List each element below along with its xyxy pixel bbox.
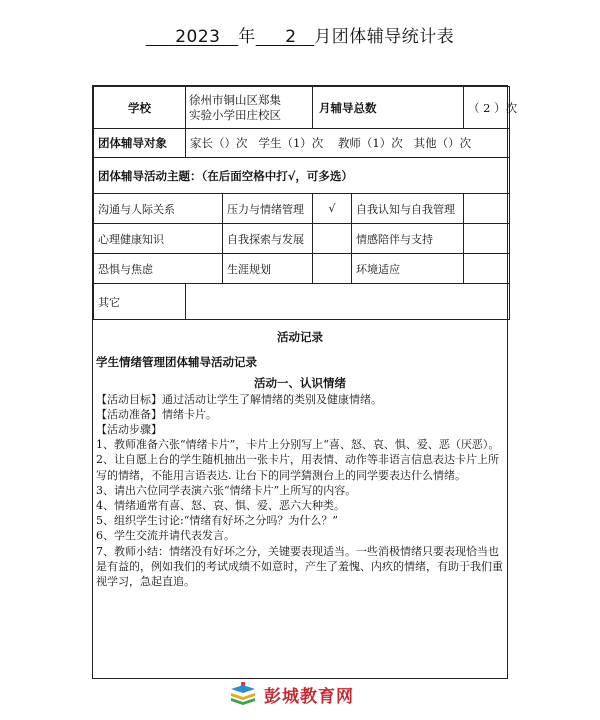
theme-name: 自我认知与自我管理 xyxy=(352,194,464,224)
record-subtitle: 学生情绪管理团体辅导活动记录 xyxy=(96,355,257,370)
record-heading: 活动记录 xyxy=(277,330,323,344)
theme-name: 自我探索与发展 xyxy=(223,224,313,254)
other-label: 其它 xyxy=(94,284,186,320)
theme-check-cell[interactable] xyxy=(313,224,352,254)
school-name-line1: 徐州市铜山区郑集 xyxy=(189,92,281,107)
theme-row xyxy=(94,254,510,284)
school-label: 学校 xyxy=(94,87,186,129)
theme-check-cell[interactable]: √ xyxy=(313,194,352,224)
stats-form xyxy=(92,85,518,679)
record-line: 3、请出六位同学表演六张“情绪卡片”上所写的内容。 xyxy=(96,483,357,497)
theme-name: 环境适应 xyxy=(352,254,464,284)
theme-check-cell[interactable] xyxy=(464,194,510,224)
title-rest: 月团体辅导统计表 xyxy=(314,27,455,47)
page-title xyxy=(0,22,600,47)
total-value: （ 2 ）次 xyxy=(464,87,510,129)
record-line: 4、情绪通常有喜、怒、哀、惧、爱、恶六大种类。 xyxy=(96,499,345,513)
title-year: 2023 xyxy=(175,27,221,47)
theme-name: 情感陪伴与支持 xyxy=(352,224,464,254)
theme-name: 心理健康知识 xyxy=(94,224,223,254)
theme-name: 生涯规划 xyxy=(223,254,313,284)
record-line: 6、学生交流并请代表发言。 xyxy=(96,529,235,543)
theme-name: 压力与情绪管理 xyxy=(223,194,313,224)
watermark-text: 彭城教育网 xyxy=(264,686,354,707)
record-line: 【活动目标】通过活动让学生了解情绪的类别及健康情绪。 xyxy=(96,392,382,406)
activity-record xyxy=(93,330,507,589)
theme-name: 沟通与人际关系 xyxy=(94,194,223,224)
title-month: 2 xyxy=(285,27,297,47)
theme-check-cell[interactable] xyxy=(313,254,352,284)
target-label: 团体辅导对象 xyxy=(94,129,186,158)
watermark-logo xyxy=(228,681,378,707)
target-value: 家长（）次 学生（1）次 教师（1）次 其他（）次 xyxy=(186,129,510,158)
record-line: 5、组织学生讨论:“情绪有好坏之分吗？为什么？” xyxy=(96,514,338,528)
title-year-suffix: 年 xyxy=(238,27,256,47)
other-value[interactable] xyxy=(186,284,510,320)
theme-row xyxy=(94,194,510,224)
theme-row xyxy=(94,224,510,254)
record-line: 【活动准备】情绪卡片。 xyxy=(96,407,217,421)
record-line: 1、教师准备六张“情绪卡片”，卡片上分别写上“喜、怒、哀、惧、爱、恶（厌恶）。 xyxy=(96,438,500,452)
record-line: 【活动步骤】 xyxy=(96,423,162,437)
record-line: 2、让自愿上台的学生随机抽出一张卡片，用表情、动作等非语言信息表达卡片上所写的情绪，不能用言语表达. 让台下的同学猜测台上的同学要表达什么情绪。 xyxy=(96,453,499,482)
form-table xyxy=(93,86,518,320)
activity-title: 活动一、认识情绪 xyxy=(254,376,346,391)
record-line: 7、教师小结：情绪没有好坏之分，关键要表现适当。一些消极情绪只要表现恰当也是有益的，例如我们的考试成绩不如意时，产生了羞愧、内疚的情绪，有助于我们重视学习，急起直追。 xyxy=(96,544,503,589)
theme-check-cell[interactable] xyxy=(464,224,510,254)
school-name-line2: 实验小学田庄校区 xyxy=(189,107,281,122)
theme-check-cell[interactable] xyxy=(464,254,510,284)
theme-name: 恐惧与焦虑 xyxy=(94,254,223,284)
school-name xyxy=(186,87,313,129)
book-stack-icon xyxy=(228,682,258,706)
theme-header: 团体辅导活动主题：（在后面空格中打√，可多选） xyxy=(94,158,510,194)
total-label: 月辅导总数 xyxy=(313,87,464,129)
